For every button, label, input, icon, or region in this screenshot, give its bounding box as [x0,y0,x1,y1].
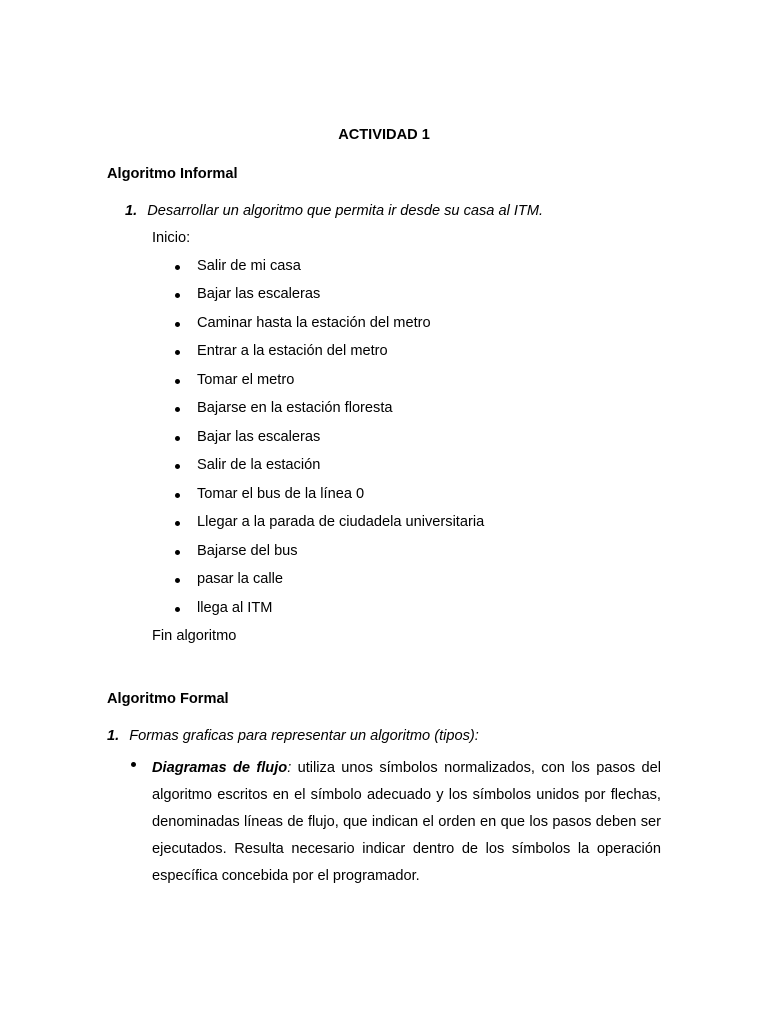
document-page: ACTIVIDAD 1 Algoritmo Informal 1. Desarrollar un algoritmo que permita ir desde su casa al ITM. Inicio: Salir de mi casa Bajar las escaleras Caminar hasta la estación del metro Entrar a la estación del metro Tomar el metro Bajarse en la estación floresta Bajar las escaleras Salir de la estación Tomar el bus de la línea 0 Llegar a la parada de ciudadela universitaria Bajarse del bus pasar la calle llega al ITM Fin algoritmo Algoritmo Formal 1. Formas graficas para representar un algoritmo (tipos): Diagramas de flujo: utiliza unos símbolos normalizados, con los pasos del algoritmo escritos en el símbolo adecuado y los símbolos unidos por flechas, denominadas líneas de flujo, que indican el orden en que los pasos deben ser ejecutados. Resulta necesario indicar dentro de los símbolos la operación específica concebida por el programador. [0,0,768,1024]
bullet-icon [175,578,180,583]
bullet-icon [175,407,180,412]
bullet-icon [175,293,180,298]
question-number: 1. [107,728,120,744]
term-label: Diagramas de flujo [152,760,288,776]
bullet-icon [175,493,180,498]
bullet-icon [175,436,180,441]
end-label: Fin algoritmo [152,628,237,644]
bullet-icon [175,521,180,526]
formal-question [107,728,479,744]
bullet-icon [175,607,180,612]
flowchart-paragraph: Diagramas de flujo: utiliza unos símbolos normalizados, con los pasos del algoritmo escritos en el símbolo adecuado y los símbolos unidos por flechas, denominadas líneas de flujo, que indican el orden en que los pasos deben ser ejecutados. Resulta necesario indicar dentro de los símbolos la operación específica concebida por el programador. [152,760,661,884]
bullet-icon [175,464,180,469]
bullet-icon [175,322,180,327]
page-title: ACTIVIDAD 1 [338,127,430,143]
question-number: 1. [125,203,138,219]
bullet-icon [175,379,180,384]
start-label: Inicio: [152,230,191,246]
bullet-icon [131,762,136,767]
question-text: Desarrollar un algoritmo que permita ir desde su casa al ITM. [147,203,544,219]
term-description: utiliza unos símbolos normalizados, con los pasos del algoritmo escritos en el símbolo adecuado y los símbolos unidos por flechas, denominadas líneas de flujo, que indican el orden en que los pasos deben ser ejecutados. Resulta necesario indicar dentro de los símbolos la operación específica concebida por el programador. [152,760,661,884]
bullet-icon [175,265,180,270]
informal-heading: Algoritmo Informal [107,166,238,182]
formal-heading: Algoritmo Formal [107,691,229,707]
bullet-icon [175,350,180,355]
informal-question [125,203,543,219]
bullet-icon [175,550,180,555]
question-text: Formas graficas para representar un algoritmo (tipos): [129,728,479,744]
